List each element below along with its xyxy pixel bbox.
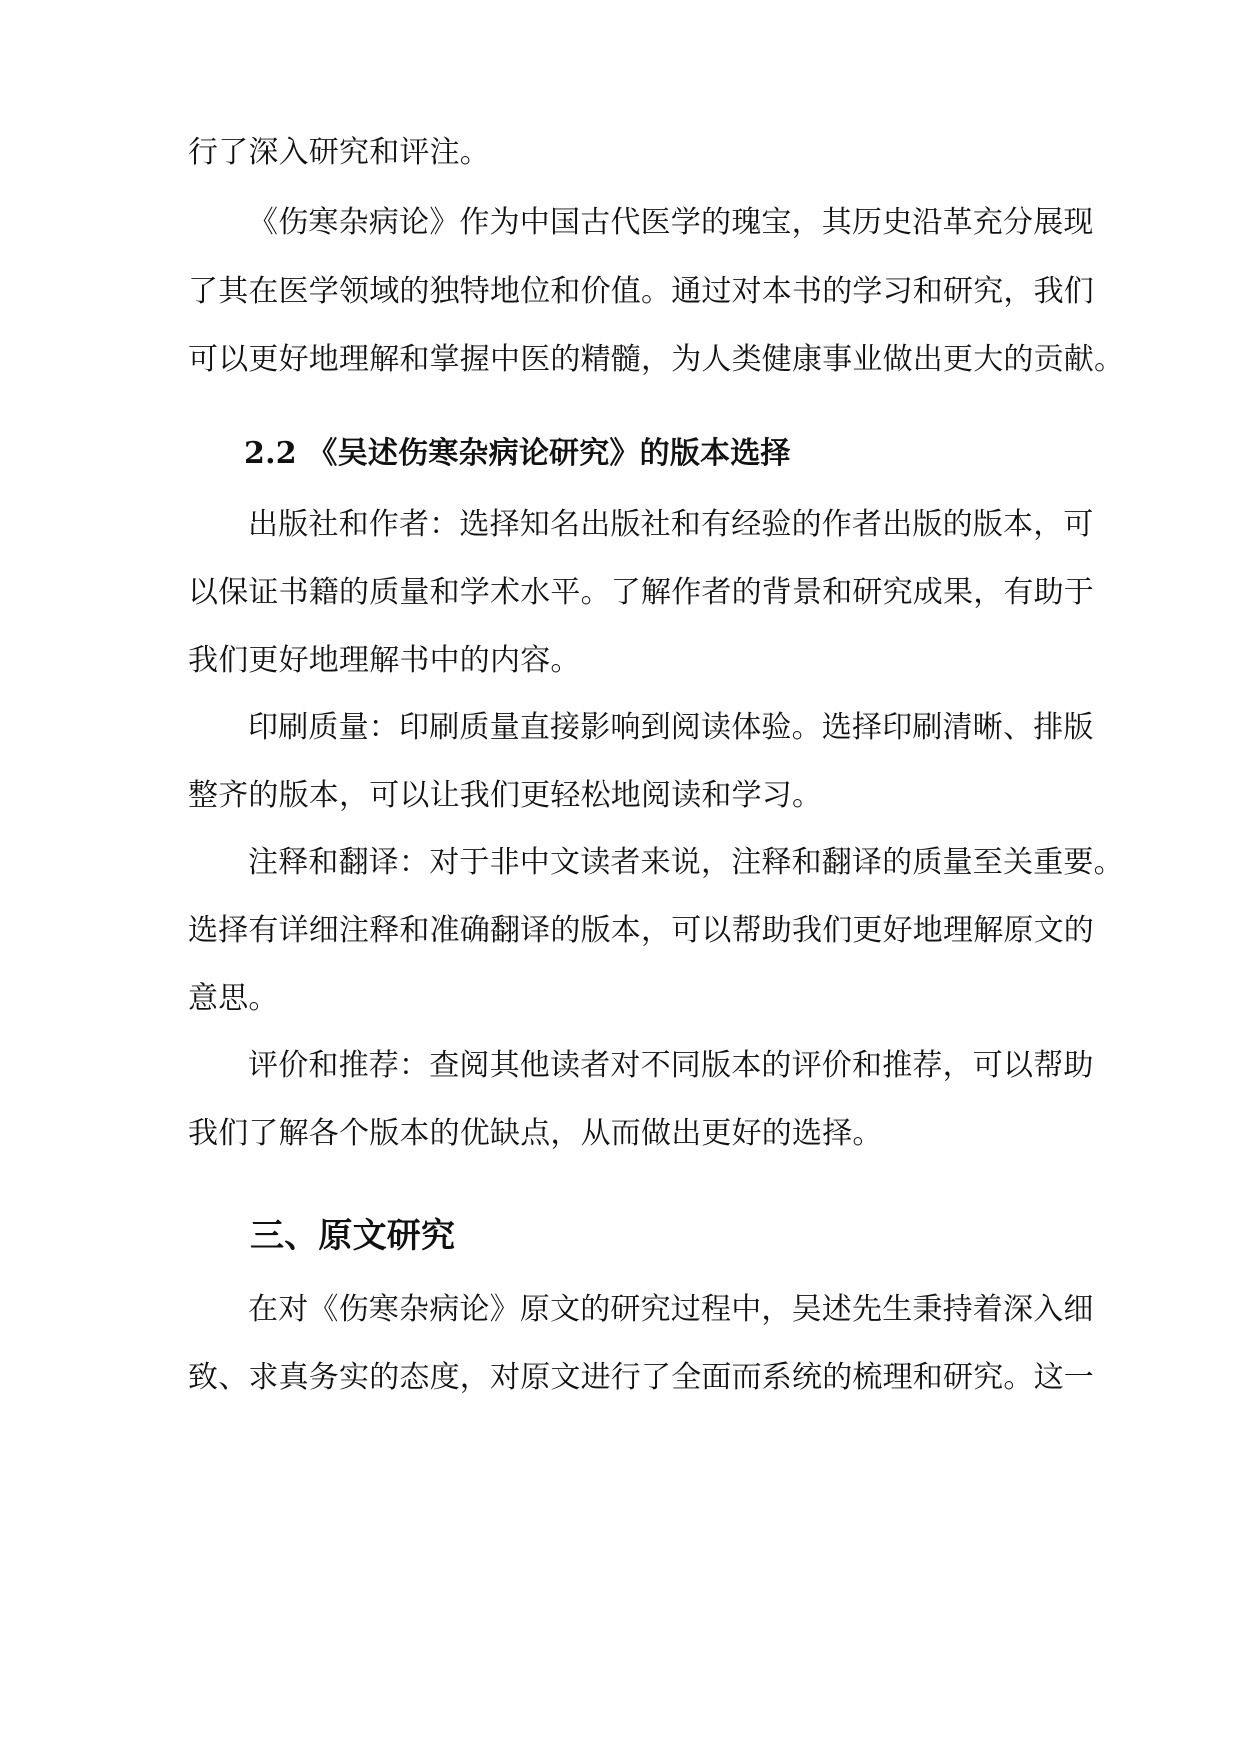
paragraph-3-line-3: 我们更好地理解书中的内容。: [188, 643, 581, 678]
section-heading-2-2: 2.2 《吴述伤寒杂病论研究》的版本选择: [244, 436, 791, 471]
paragraph-7-line-2: 致、求真务实的态度，对原文进行了全面而系统的梳理和研究。这一: [188, 1360, 1094, 1395]
paragraph-6-line-1: 评价和推荐：查阅其他读者对不同版本的评价和推荐，可以帮助: [248, 1048, 1094, 1083]
paragraph-3-line-1: 出版社和作者：选择知名出版社和有经验的作者出版的版本，可: [248, 507, 1094, 542]
paragraph-1-line-1: 行了深入研究和评注。: [188, 135, 490, 170]
paragraph-4-line-1: 印刷质量：印刷质量直接影响到阅读体验。选择印刷清晰、排版: [248, 710, 1094, 745]
paragraph-7-line-1: 在对《伤寒杂病论》原文的研究过程中，吴述先生秉持着深入细: [248, 1292, 1094, 1327]
paragraph-5-line-3: 意思。: [188, 981, 279, 1016]
paragraph-4-line-2: 整齐的版本，可以让我们更轻松地阅读和学习。: [188, 778, 823, 813]
paragraph-6-line-2: 我们了解各个版本的优缺点，从而做出更好的选择。: [188, 1116, 883, 1151]
section-heading-3: 三、原文研究: [250, 1216, 456, 1256]
paragraph-3-line-2: 以保证书籍的质量和学术水平。了解作者的背景和研究成果，有助于: [188, 575, 1094, 610]
paragraph-5-line-2: 选择有详细注释和准确翻译的版本，可以帮助我们更好地理解原文的: [188, 913, 1094, 948]
paragraph-2-line-2: 了其在医学领域的独特地位和价值。通过对本书的学习和研究，我们: [188, 274, 1094, 309]
paragraph-2-line-1: 《伤寒杂病论》作为中国古代医学的瑰宝，其历史沿革充分展现: [248, 205, 1094, 240]
paragraph-2-line-3: 可以更好地理解和掌握中医的精髓，为人类健康事业做出更大的贡献。: [188, 342, 1125, 377]
paragraph-5-line-1: 注释和翻译：对于非中文读者来说，注释和翻译的质量至关重要。: [248, 845, 1124, 880]
